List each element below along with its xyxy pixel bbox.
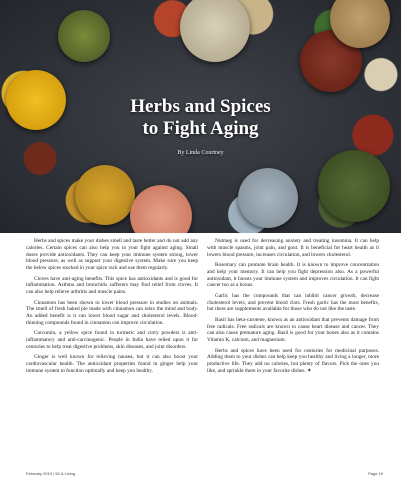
paragraph-rosemary: Rosemary can promote brain health. It is known to improve concentration and help your memory. It can help you fight depression also. As a powerful antioxidant, it boosts your immune system and improves circulation. It can fight cancer too as a bonus. <box>207 261 379 289</box>
spice-bowl <box>318 150 390 222</box>
right-column <box>207 238 379 378</box>
paragraph-cloves: Cloves have anti-aging benefits. This spice has antioxidants and is good for inflammation. Asthma and bronchitis sufferers may find relief from cloves. It can also help relieve arthritis and muscle pains. <box>26 275 198 296</box>
spice-bowl <box>180 0 250 62</box>
paragraph-nutmeg: Nutmeg is used for decreasing anxiety and treating insomnia. It can help with muscle spasms, joint pain, and gout. It is beneficial for heart health as it lowers blood pressure, increases circulation, and lowers cholesterol. <box>207 238 379 258</box>
paragraph-ginger: Ginger is well known for relieving nausea, but it can also boost your cardiovascular health. The antioxidant properties found in ginger help your immune system to function optimally and keep you healthy. <box>26 354 198 374</box>
paragraph-cinnamon: Cinnamon has been shown to lower blood pressure in studies on animals. The smell of fresh baked pie made with cinnamon can relax the mind and body. An added benefit is it can lower blood sugar and cholesterol levels. Blood-thinning compounds found in cinnamon can improve circulation. <box>26 299 198 326</box>
spice-bowl <box>58 10 110 62</box>
spice-bowl <box>75 165 135 225</box>
paragraph-curcumin: Curcumin, a yellow spice found in turmeric and curry powders is anti-inflammatory and anti-carcinogenic. People in India have relied upon it for centuries to help treat digestive problems, skin diseases, and joint disorders. <box>26 330 198 350</box>
paragraph-basil: Basil has beta-carotene, known as an antioxidant that prevents damage from free radicals. Free radicals are known to cause heart disease and cancer. They can also cause premature aging. Basil is good for your bones also as it contains Vitamin K, calcium, and magnesium. <box>207 316 379 344</box>
spice-bowl <box>238 168 298 228</box>
left-column <box>26 238 198 378</box>
paragraph-garlic: Garlic has the compounds that can inhibit cancer growth, decrease cholesterol levels, and prevent blood clots. Fresh garlic has the most benefits, but there are supplements available for those who do not like the taste. <box>207 292 379 313</box>
hero-image <box>0 0 401 233</box>
article-title <box>0 96 401 140</box>
paragraph-intro: Herbs and spices make your dishes smell and taste better and do not add any calories. Certain spices can also help you in your fight against aging. Small doses provide antioxidants. They can keep your immune system strong, lower blood pressure, as well as support your digestive system. Make sure you keep the below spices stocked in your spice rack and use them regularly. <box>26 238 198 272</box>
paragraph-conclusion: Herbs and spices have been used for centuries for medicinal purposes. Adding them to your dishes can help keep you healthy and living a longer, more productive life. They add no calories, but plenty of flavors. Pick the ones you like, and sprinkle them in your favorite dishes. ✦ <box>207 347 379 374</box>
footer-page-number: Page 19 <box>368 471 383 476</box>
footer-issue: February 2019 | 50 & Living <box>26 471 76 476</box>
spice-bowl <box>130 185 192 233</box>
article-title-line-2: to Fight Aging <box>142 118 259 139</box>
article-title-line-1: Herbs and Spices <box>130 96 271 117</box>
byline: By Linda Courtney <box>177 150 224 156</box>
